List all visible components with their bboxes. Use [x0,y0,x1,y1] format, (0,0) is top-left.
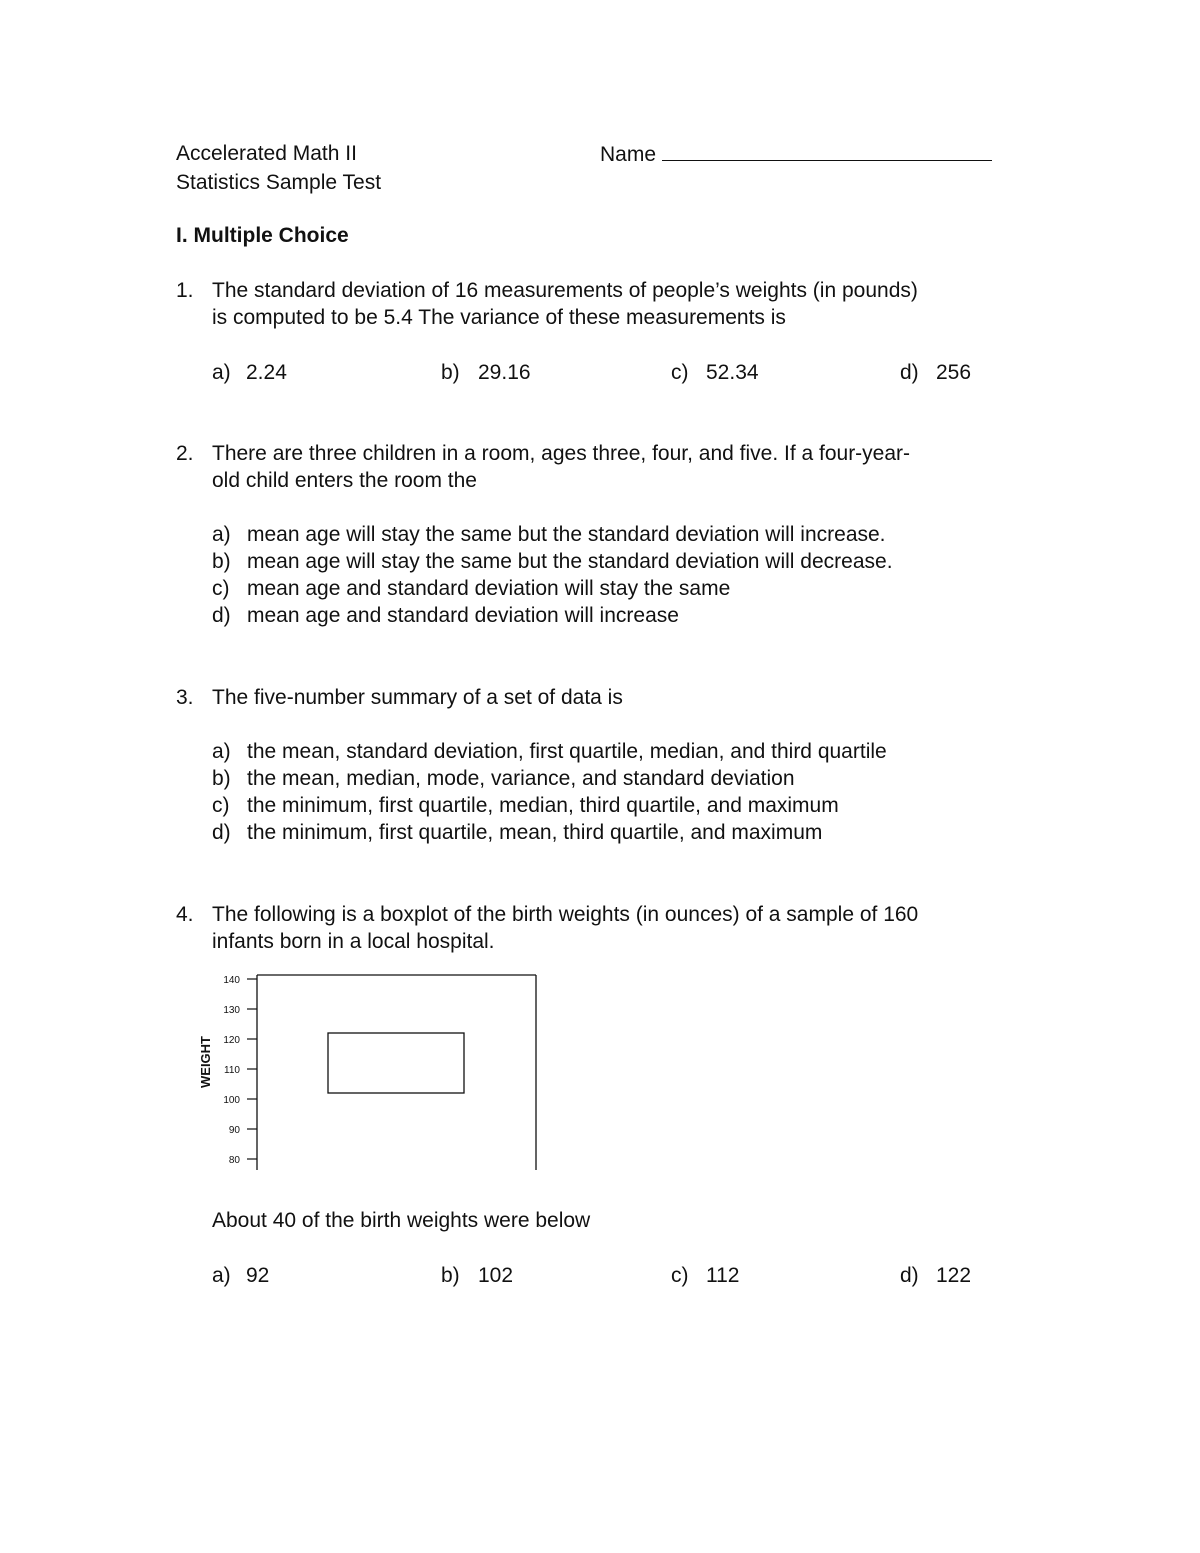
question-text-line: infants born in a local hospital. [212,930,495,953]
choice-label: c) [212,794,230,817]
choice-c[interactable] [671,1264,740,1288]
choice-b[interactable] [212,767,795,791]
choice-text: 92 [246,1264,270,1287]
question-number: 3. [176,686,194,709]
choice-text: mean age will stay the same but the standard deviation will decrease. [247,550,893,573]
section-title: I. Multiple Choice [176,224,349,247]
question-number: 4. [176,903,194,926]
choice-text: the minimum, first quartile, mean, third quartile, and maximum [247,821,823,844]
choice-d[interactable] [900,1264,972,1288]
course-title: Accelerated Math II [176,142,357,165]
choice-text: mean age will stay the same but the standard deviation will increase. [247,523,886,546]
y-tick-label: 130 [223,1005,240,1016]
choice-b[interactable] [212,550,893,574]
question-followup: About 40 of the birth weights were below [212,1209,591,1232]
choice-c[interactable] [212,577,731,601]
choice-text: the minimum, first quartile, median, third quartile, and maximum [247,794,839,817]
question-text-line: The following is a boxplot of the birth weights (in ounces) of a sample of 160 [212,903,919,926]
y-axis-ticks [223,975,257,1166]
choice-a[interactable] [212,523,886,547]
choice-label: b) [441,361,460,384]
question-number: 1. [176,279,194,302]
y-tick-label: 80 [228,1155,240,1166]
choice-label: a) [212,523,231,546]
choice-label: a) [212,361,231,384]
choice-text: 102 [478,1264,514,1287]
choice-c[interactable] [212,794,839,818]
y-axis-label: WEIGHT [198,1036,213,1088]
choice-label: b) [212,767,231,790]
question-text-line: is computed to be 5.4 The variance of these measurements is [212,306,786,329]
choice-d[interactable] [212,604,679,628]
choice-text: 256 [936,361,972,384]
choice-text: the mean, median, mode, variance, and standard deviation [247,767,795,790]
choice-label: c) [671,361,689,384]
name-field[interactable] [600,142,992,167]
choice-text: mean age and standard deviation will stay the same [247,577,731,600]
y-tick-label: 100 [223,1095,240,1106]
choice-label: b) [212,550,231,573]
choice-label: a) [212,740,231,763]
choice-text: 29.16 [478,361,531,384]
choice-text: 112 [706,1264,740,1287]
question-text-line: There are three children in a room, ages three, four, and five. If a four-year- [212,442,911,465]
choice-text: 122 [936,1264,972,1287]
choice-label: d) [900,1264,919,1287]
choice-text: the mean, standard deviation, first quartile, median, and third quartile [247,740,887,763]
choice-b[interactable] [441,1264,514,1288]
question-text-line: The five-number summary of a set of data is [212,686,623,709]
choice-label: b) [441,1264,460,1287]
choice-label: c) [671,1264,689,1287]
y-tick-label: 140 [223,975,240,986]
y-tick-label: 110 [224,1065,240,1076]
y-tick-label: 90 [228,1125,240,1136]
choice-label: d) [212,821,231,844]
test-title: Statistics Sample Test [176,171,382,194]
choice-c[interactable] [671,361,759,385]
question-text-line: The standard deviation of 16 measurements of people’s weights (in pounds) [212,279,918,302]
birth-weight-boxplot [190,965,550,1180]
choice-d[interactable] [212,821,823,845]
question-number: 2. [176,442,194,465]
box-q1-q3 [328,1033,464,1093]
name-blank-line[interactable] [662,142,992,161]
choice-label: d) [212,604,231,627]
choice-a[interactable] [212,740,887,764]
y-tick-label: 120 [223,1035,240,1046]
choice-label: d) [900,361,919,384]
choice-label: a) [212,1264,231,1287]
choice-a[interactable] [212,361,287,385]
choice-text: 52.34 [706,361,759,384]
question-text-line: old child enters the room the [212,469,477,492]
choice-a[interactable] [212,1264,270,1288]
choice-d[interactable] [900,361,972,385]
choice-text: mean age and standard deviation will increase [247,604,679,627]
choice-label: c) [212,577,230,600]
choice-b[interactable] [441,361,531,385]
choice-text: 2.24 [246,361,287,384]
name-label: Name [600,143,657,166]
